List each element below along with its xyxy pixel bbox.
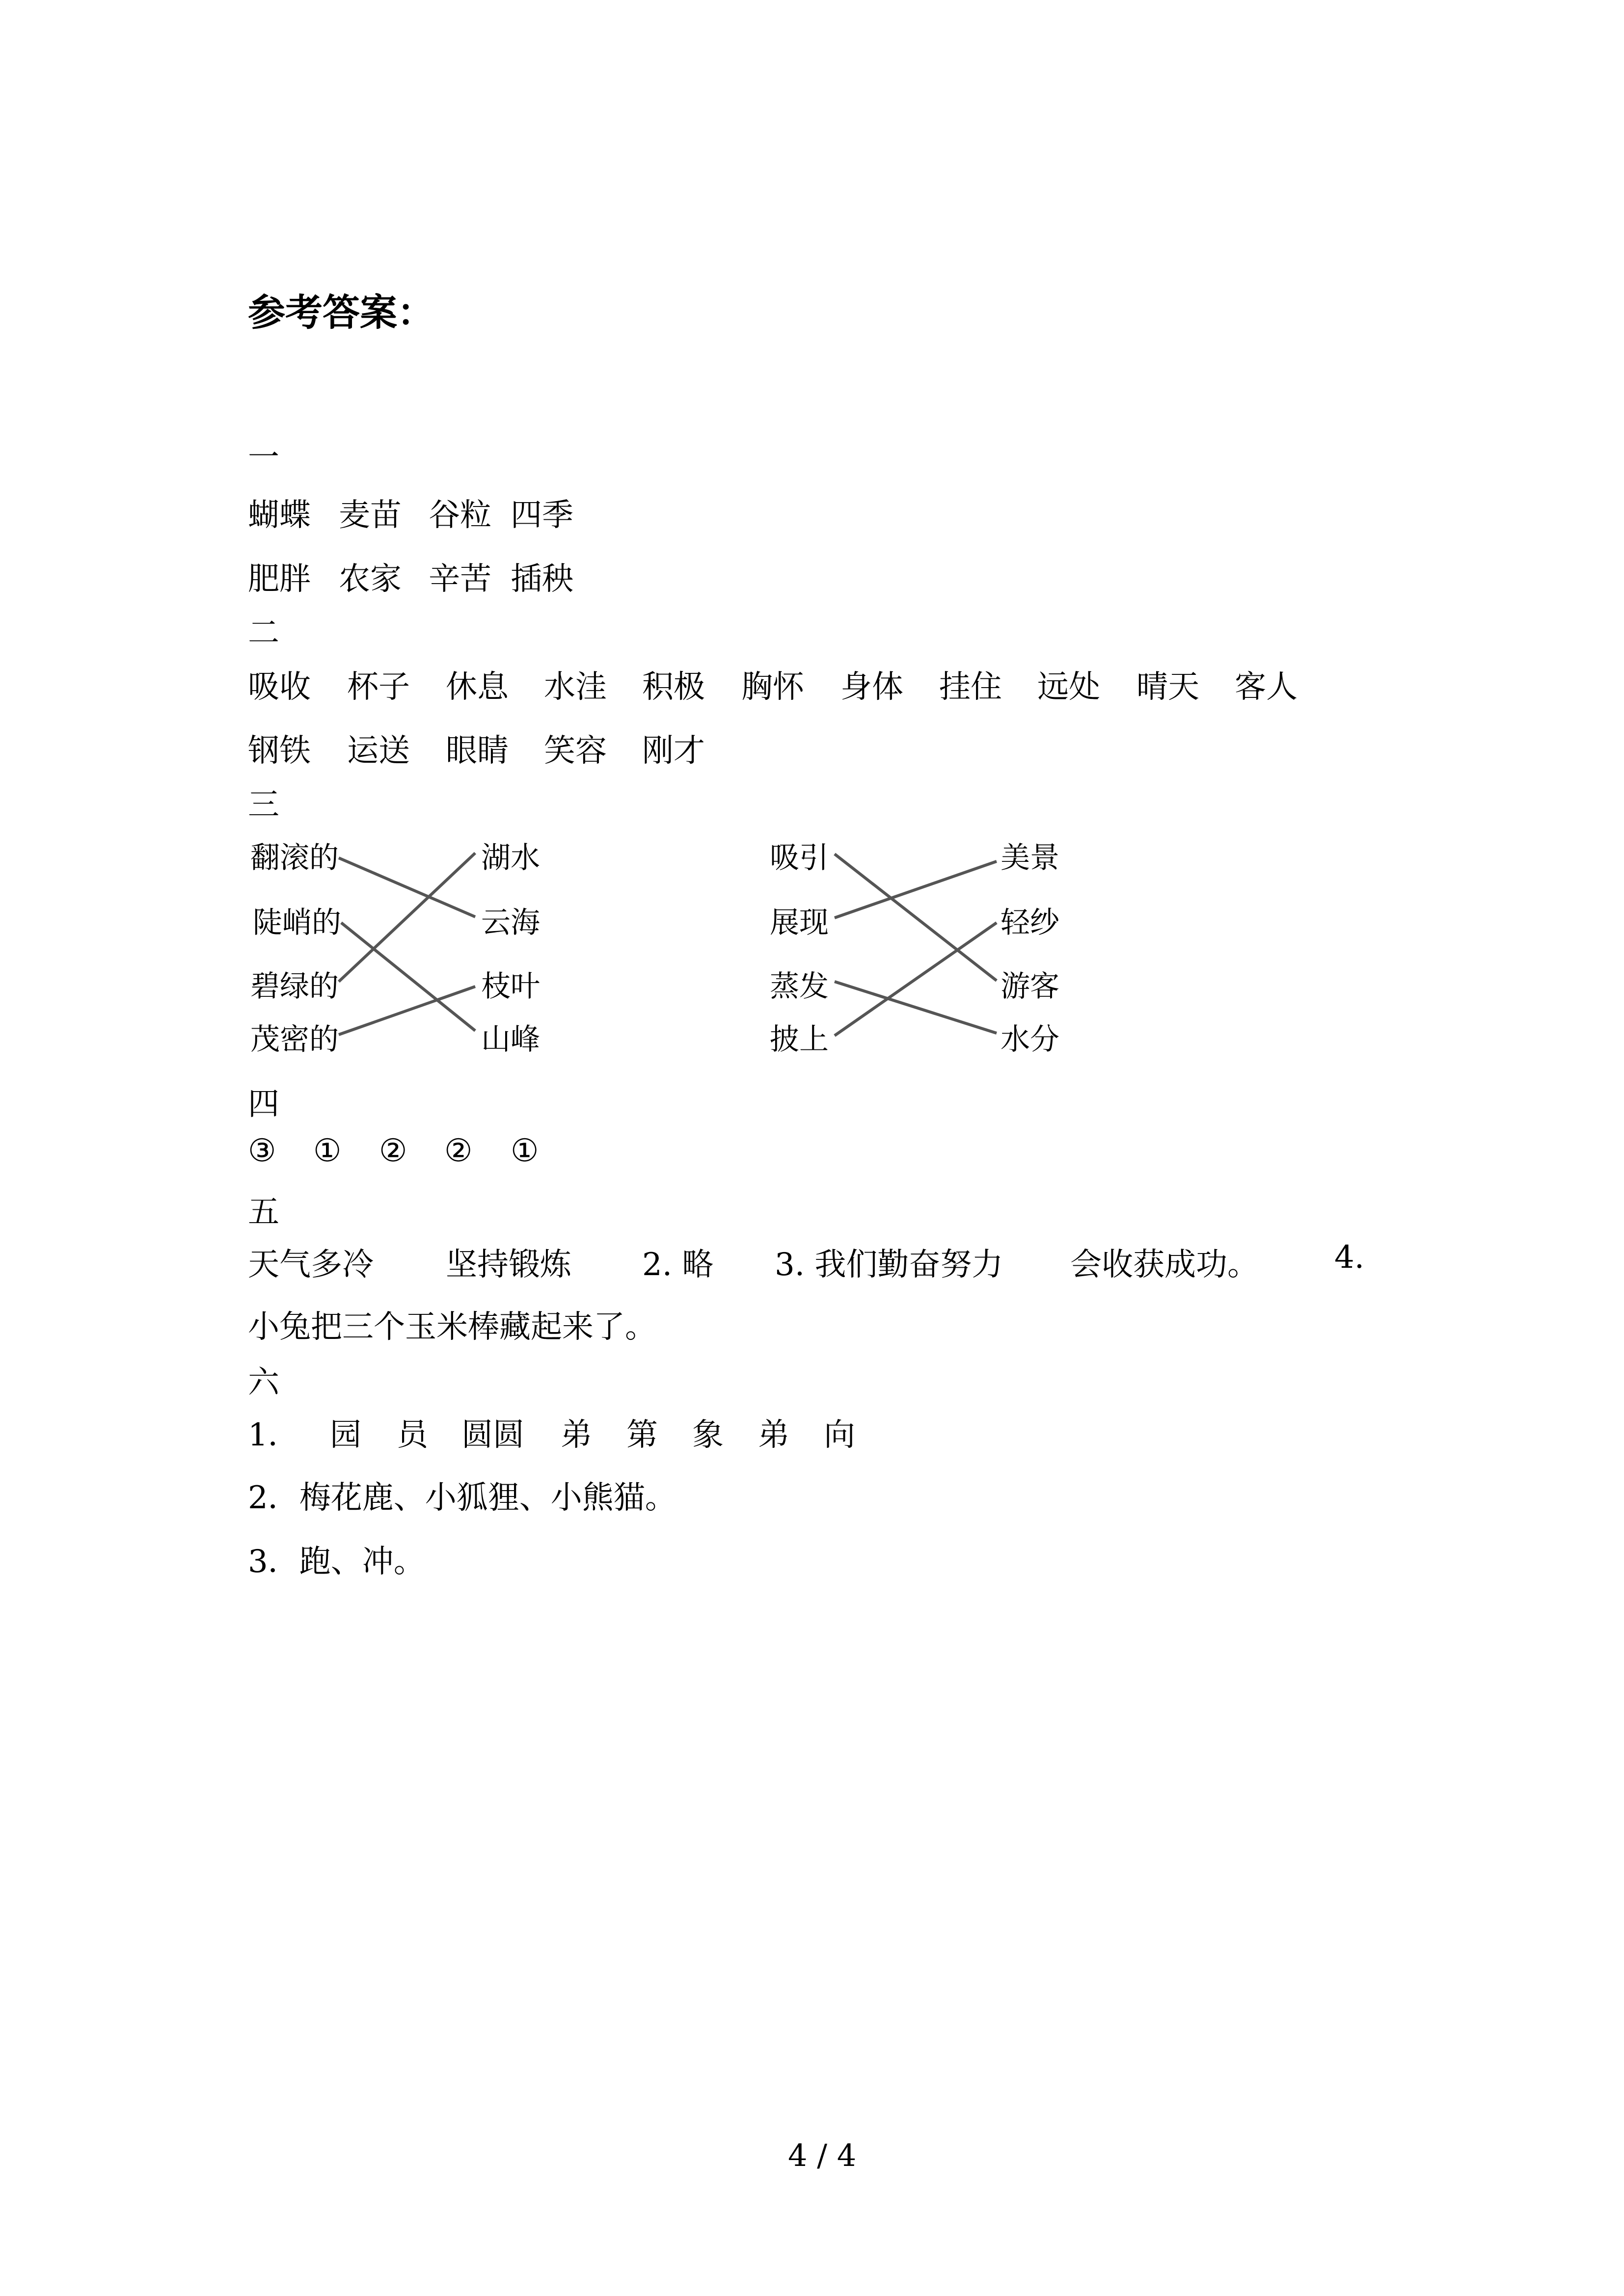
match-line [835, 982, 997, 1033]
match-right-item: 枝叶 [481, 969, 540, 1004]
match-line [339, 858, 475, 917]
section-label-2: 二 [248, 615, 279, 651]
match-left-item: 蒸发 [770, 969, 829, 1004]
match-left-item: 茂密的 [250, 1022, 339, 1057]
s4-answer: ① [313, 1133, 342, 1169]
s6-q1-char: 园 [330, 1417, 361, 1453]
s4-answer: ③ [248, 1133, 276, 1169]
section-label-6: 六 [248, 1364, 279, 1401]
match-left-item: 陡峭的 [253, 906, 341, 940]
match-right-item: 水分 [1001, 1022, 1059, 1057]
match-right-item: 湖水 [481, 841, 540, 875]
section-label-5: 五 [248, 1194, 279, 1230]
s2-word: 刚才 [642, 733, 705, 769]
match-line [341, 923, 475, 1031]
match-right-item: 游客 [1001, 969, 1059, 1004]
s2-word: 晴天 [1137, 669, 1199, 705]
s4-answer: ② [379, 1133, 407, 1169]
s1-word: 肥胖 [248, 561, 311, 597]
s1-word: 农家 [339, 561, 402, 597]
s2-word: 积极 [642, 669, 705, 705]
match-line [835, 923, 997, 1036]
match-left-item: 吸引 [770, 841, 829, 875]
s6-q2: 2．梅花鹿、小狐狸、小熊猫。 [248, 1480, 677, 1516]
s5-answer: 坚持锻炼 [446, 1247, 571, 1283]
section-label-4: 四 [248, 1086, 279, 1122]
s2-word: 钢铁 [248, 733, 311, 769]
s5-answer: 3. 我们勤奋努力 [775, 1247, 1003, 1283]
s6-q1-char: 圆圆 [461, 1417, 524, 1453]
s6-q1-char: 向 [824, 1417, 855, 1453]
s1-word: 插秧 [511, 561, 573, 597]
s6-q1-char: 第 [626, 1417, 658, 1453]
match-line [835, 861, 997, 918]
s6-q1-char: 员 [397, 1417, 428, 1453]
match-right-item: 山峰 [481, 1022, 540, 1057]
s2-word: 运送 [347, 733, 410, 769]
s2-word: 身体 [840, 669, 903, 705]
s4-answer: ② [444, 1133, 473, 1169]
s6-q3: 3．跑、冲。 [248, 1544, 425, 1580]
match-right-item: 美景 [1001, 841, 1059, 875]
s2-word: 挂住 [939, 669, 1002, 705]
match-line [339, 987, 475, 1035]
s2-word: 眼睛 [446, 733, 509, 769]
s2-word: 杯子 [347, 669, 410, 705]
match-left-item: 翻滚的 [250, 841, 339, 875]
s2-word: 水洼 [544, 669, 607, 705]
s2-word: 客人 [1235, 669, 1298, 705]
s6-q1-char: 弟 [758, 1417, 789, 1453]
page-number: 4 / 4 [788, 2137, 857, 2173]
match-line [835, 854, 997, 981]
s5-answer: 会收获成功。 [1070, 1247, 1259, 1283]
section-label-3: 三 [248, 787, 279, 823]
s1-word: 辛苦 [429, 561, 491, 597]
s1-word: 四季 [511, 497, 573, 534]
match-right-item: 云海 [481, 906, 540, 940]
match-left-item: 披上 [770, 1022, 829, 1057]
page-title: 参考答案： [248, 291, 434, 334]
s5-answer: 2. 略 [642, 1247, 714, 1283]
s4-answer: ① [511, 1133, 539, 1169]
s2-word: 胸怀 [741, 669, 804, 705]
s2-word: 吸收 [248, 669, 311, 705]
s6-q1-char: 弟 [561, 1417, 592, 1453]
s2-word: 笑容 [544, 733, 607, 769]
s1-word: 麦苗 [339, 497, 402, 534]
s5-answer: 小兔把三个玉米棒藏起来了。 [248, 1309, 656, 1345]
section-label-1: 一 [248, 439, 279, 476]
match-left-item: 展现 [770, 906, 829, 940]
s6-q1-number: 1． [248, 1417, 299, 1453]
match-right-item: 轻纱 [1001, 906, 1059, 940]
match-line [339, 853, 475, 982]
s1-word: 谷粒 [429, 497, 491, 534]
s1-word: 蝴蝶 [248, 497, 311, 534]
s5-answer: 天气多冷 [248, 1247, 374, 1283]
s2-word: 远处 [1037, 669, 1100, 705]
s6-q1-char: 象 [692, 1417, 724, 1453]
match-left-item: 碧绿的 [250, 969, 339, 1004]
s5-answer: 4. [1334, 1239, 1365, 1276]
s2-word: 休息 [446, 669, 509, 705]
